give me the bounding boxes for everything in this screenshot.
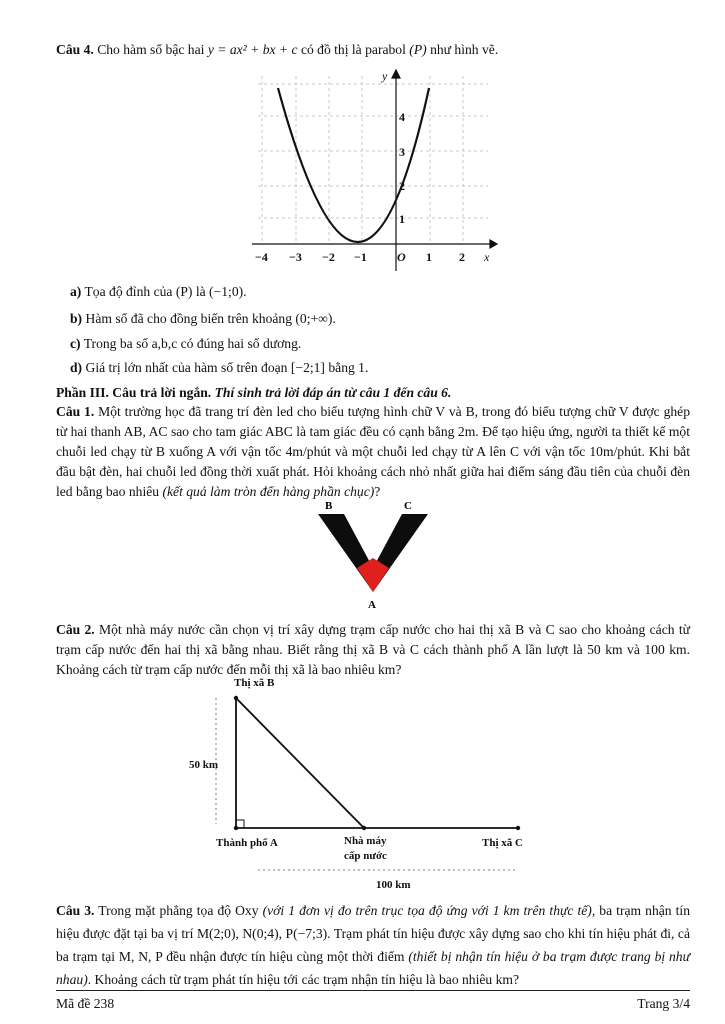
q2-text: Một nhà máy nước cần chọn vị trí xây dựng trạm cấp nước cho hai thị xã B và C sao cho khoảng cách từ trạm cấp nước đến hai thị xã bằng nhau. Biết rằng thị xã B và C cách thành phố A lần lượt là 50 km và 100 km. Khoảng cách từ trạm cấp nước đến mỗi thị xã là bao nhiêu km? bbox=[56, 622, 690, 677]
v-logo-figure bbox=[316, 496, 430, 614]
x-tick-label: −1 bbox=[354, 250, 367, 264]
plant-label-line1: Nhà máy bbox=[344, 835, 387, 847]
q4-choice-b bbox=[70, 309, 336, 329]
y-tick-label: 4 bbox=[399, 110, 405, 124]
q4-text-a: Cho hàm số bậc hai bbox=[97, 42, 205, 57]
part3-heading bbox=[56, 383, 451, 403]
point-a-label: A bbox=[368, 599, 376, 611]
axes bbox=[252, 70, 497, 271]
q4-label: Câu 4. bbox=[56, 42, 94, 57]
y-tick-label: 2 bbox=[399, 179, 405, 193]
y-axis-label: y bbox=[382, 69, 388, 83]
parabola-curve bbox=[278, 88, 429, 242]
choice-label: d) bbox=[70, 360, 83, 375]
q1-text: Một trường học đã trang trí đèn led cho biểu tượng hình chữ V và B, trong đó biểu tượng chữ V được ghép từ hai thanh AB, AC sao cho tam giác ABC là tam giác đều có cạnh bằng 2m. Để tạo hiệu ứng, người ta thiết kế một chuỗi led chạy từ B xuống A với vận tốc 4m/phút và một chuỗi led chạy từ A lên C với vận tốc 10m/phút. Khi bắt đầu bật đèn, hai chuỗi led đồng thời xuất phát. Hỏi khoảng cách nhỏ nhất giữa hai điểm sáng đầu tiên của chuỗi đèn led bằng bao nhiêu bbox=[56, 404, 690, 499]
choice-label: c) bbox=[70, 336, 81, 351]
town-c-label: Thị xã C bbox=[482, 837, 523, 849]
q4-statement bbox=[56, 40, 498, 60]
footer-divider bbox=[56, 990, 690, 991]
q4-choice-a bbox=[70, 282, 247, 302]
distance-50-label: 50 km bbox=[189, 759, 219, 771]
q3-statement bbox=[56, 899, 690, 991]
y-tick-label: 3 bbox=[399, 145, 405, 159]
q4-text-c: như hình vẽ. bbox=[430, 42, 499, 57]
part3-title: Phần III. Câu trả lời ngắn. bbox=[56, 385, 212, 400]
distance-100-label: 100 km bbox=[376, 879, 411, 891]
q3-text-a: Trong mặt phẳng tọa độ Oxy bbox=[98, 903, 259, 918]
q3-label: Câu 3. bbox=[56, 903, 95, 918]
q3-text-c: . Khoảng cách từ trạm phát tín hiệu tới các trạm nhận tín hiệu là bao nhiêu km? bbox=[87, 972, 520, 987]
choice-label: b) bbox=[70, 311, 83, 326]
q3-note-b: (thiết bị nhận tín hiệu ở ba trạm được trang bị như nhau) bbox=[56, 949, 690, 987]
point-c-label: C bbox=[404, 500, 412, 512]
x-tick-label: −3 bbox=[289, 250, 302, 264]
plant-label-line2: cấp nước bbox=[344, 850, 387, 862]
choice-label: a) bbox=[70, 284, 82, 299]
q4-choice-d bbox=[70, 358, 368, 378]
origin-label: O bbox=[397, 250, 406, 264]
towns-figure bbox=[180, 674, 540, 896]
city-a-label: Thành phố A bbox=[216, 837, 278, 849]
choice-text: Tọa độ đỉnh của (P) là (−1;0). bbox=[84, 284, 247, 299]
q3-text-b: ba trạm nhận tín hiệu được đặt tại ba vị trí M(2;0), N(0;4), P(−7;3). Trạm phát tín hiệu được xây dựng sao cho khi tín hiệu phát đi, cả ba trạm tại M, N, P đều nhận được tín hiệu cùng một thời điểm bbox=[56, 903, 690, 964]
grid-lines bbox=[258, 76, 488, 244]
choice-text: Trong ba số a,b,c có đúng hai số dương. bbox=[83, 336, 302, 351]
q1-statement bbox=[56, 402, 690, 502]
choice-text: Giá trị lớn nhất của hàm số trên đoạn [−2;1] bằng 1. bbox=[85, 360, 369, 375]
y-tick-label: 1 bbox=[399, 212, 405, 226]
q3-note-a: (với 1 đơn vị đo trên trục tọa độ ứng với 1 km trên thực tế), bbox=[262, 903, 596, 918]
x-tick-label: 1 bbox=[426, 250, 432, 264]
q1-label: Câu 1. bbox=[56, 404, 95, 419]
q4-choice-c bbox=[70, 334, 301, 354]
page-number: Trang 3/4 bbox=[637, 996, 690, 1011]
x-tick-label: 2 bbox=[459, 250, 465, 264]
q4-p-symbol: (P) bbox=[409, 42, 427, 57]
q2-label: Câu 2. bbox=[56, 622, 95, 637]
q1-end: ? bbox=[374, 484, 381, 499]
part3-subtitle: Thí sinh trả lời đáp án từ câu 1 đến câu 6. bbox=[214, 385, 452, 400]
q2-statement bbox=[56, 620, 690, 680]
x-tick-label: −2 bbox=[322, 250, 335, 264]
q1-note: (kết quả làm tròn đến hàng phần chục) bbox=[162, 484, 375, 499]
x-axis-label: x bbox=[484, 250, 490, 264]
parabola-graph bbox=[248, 66, 498, 276]
point-b-label: B bbox=[325, 500, 333, 512]
exam-code: Mã đề 238 bbox=[56, 996, 115, 1011]
x-tick-label: −4 bbox=[255, 250, 268, 264]
q4-text-b: có đồ thị là parabol bbox=[300, 42, 406, 57]
q4-formula: y = ax² + bx + c bbox=[207, 42, 298, 57]
choice-text: Hàm số đã cho đồng biến trên khoảng (0;+∞). bbox=[85, 311, 336, 326]
town-b-label: Thị xã B bbox=[234, 677, 275, 689]
